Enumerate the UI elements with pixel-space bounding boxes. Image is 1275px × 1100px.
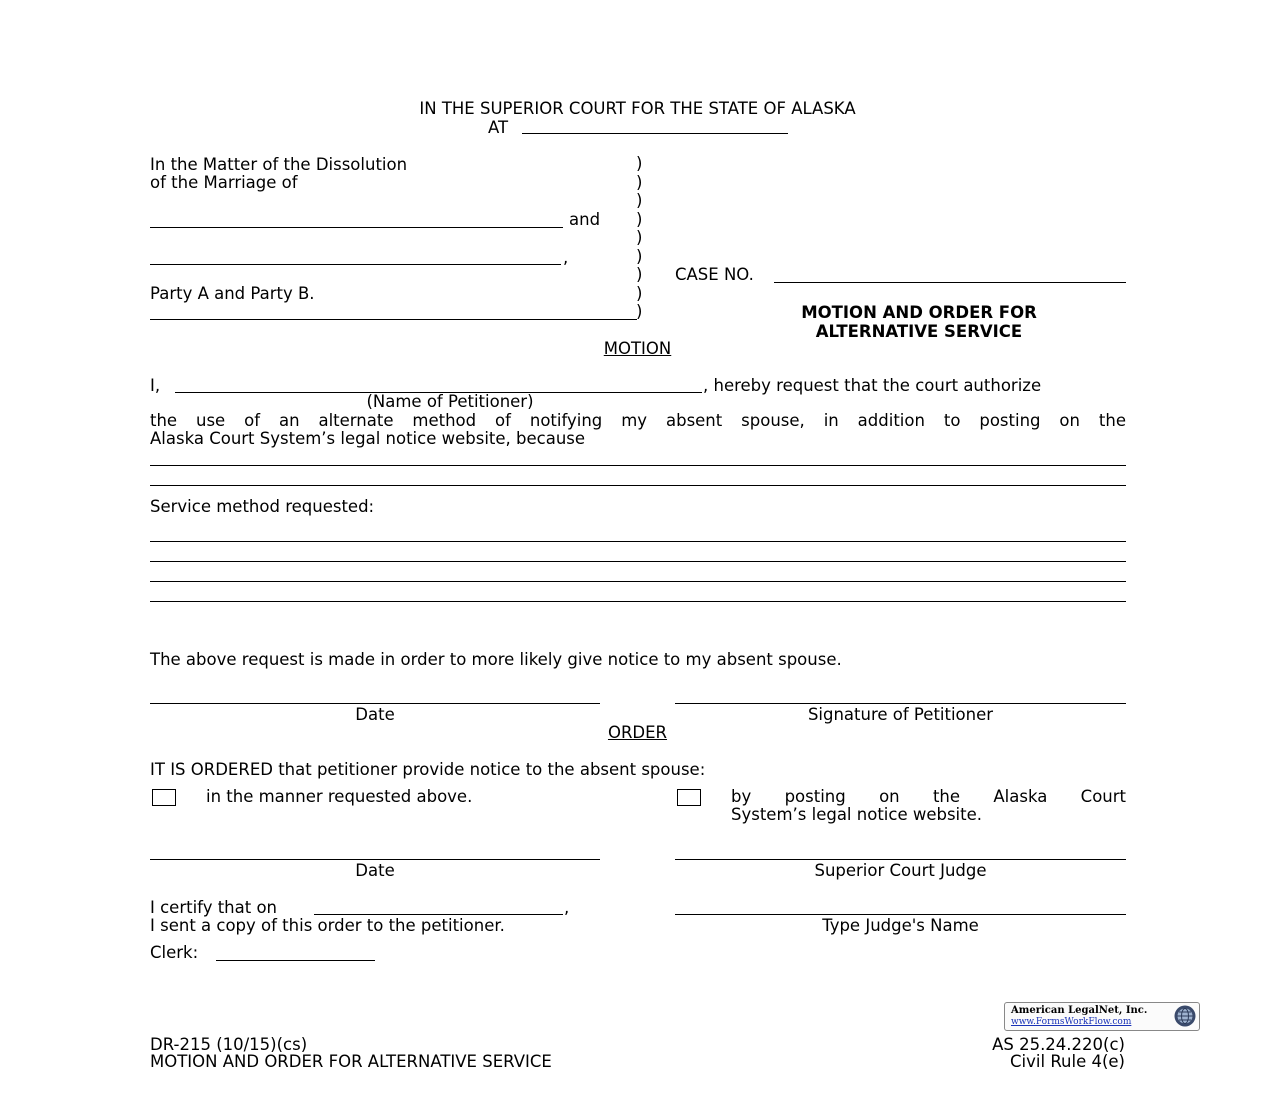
body-line1: the use of an alternate method of notifying my absent spouse, in addition to posting on the <box>150 411 1126 430</box>
doc-title-line2: ALTERNATIVE SERVICE <box>815 322 1023 341</box>
statute: AS 25.24.220(c) <box>992 1035 1125 1054</box>
at-label: AT <box>488 118 509 137</box>
order-date-label: Date <box>355 861 395 880</box>
judge-label: Superior Court Judge <box>814 861 987 880</box>
globe-icon <box>1173 1004 1197 1028</box>
petitioner-signature-blank[interactable] <box>675 703 1126 704</box>
sent-copy-text: I sent a copy of this order to the petitioner. <box>150 916 505 935</box>
logo-company: American LegalNet, Inc. <box>1011 1005 1148 1016</box>
caption-paren: ) <box>636 265 643 284</box>
certify-date-blank[interactable] <box>314 914 563 915</box>
judge-name-blank[interactable] <box>675 914 1126 915</box>
caption-paren: ) <box>636 172 643 192</box>
civil-rule: Civil Rule 4(e) <box>1010 1052 1125 1071</box>
motion-heading: MOTION <box>603 339 672 358</box>
request-text: , hereby request that the court authorize <box>703 376 1042 395</box>
service-method-line[interactable] <box>150 541 1126 542</box>
option2-label-line2: System’s legal notice website. <box>731 805 983 824</box>
certify-comma: , <box>564 898 570 917</box>
judge-signature-blank[interactable] <box>675 859 1126 860</box>
service-method-line[interactable] <box>150 561 1126 562</box>
caption-paren: ) <box>636 209 643 229</box>
case-no-label: CASE NO. <box>675 265 754 284</box>
judge-name-label: Type Judge's Name <box>822 916 979 935</box>
reason-line[interactable] <box>150 485 1126 486</box>
case-no-blank[interactable] <box>774 282 1126 283</box>
party-b-blank[interactable] <box>150 264 561 265</box>
logo-website[interactable]: www.FormsWorkFlow.com <box>1011 1017 1132 1027</box>
service-method-line[interactable] <box>150 581 1126 582</box>
caption-paren: ) <box>636 228 643 247</box>
matter-line1: In the Matter of the Dissolution <box>150 155 408 174</box>
signature-label: Signature of Petitioner <box>807 705 994 724</box>
and-label: and <box>569 210 601 229</box>
service-method-label: Service method requested: <box>150 497 375 516</box>
location-blank[interactable] <box>522 133 788 134</box>
caption-paren: ) <box>636 246 643 266</box>
purpose-text: The above request is made in order to more likely give notice to my absent spouse. <box>150 650 842 669</box>
reason-line[interactable] <box>150 465 1126 466</box>
option1-label: in the manner requested above. <box>206 787 473 806</box>
order-date-blank[interactable] <box>150 859 600 860</box>
caption-paren: ) <box>636 191 643 210</box>
option2-checkbox[interactable] <box>677 789 701 806</box>
motion-date-blank[interactable] <box>150 703 600 704</box>
matter-line2: of the Marriage of <box>150 173 298 192</box>
option2-label-line1: by posting on the Alaska Court <box>731 787 1126 806</box>
service-method-line[interactable] <box>150 601 1126 602</box>
company-logo <box>1004 1002 1200 1031</box>
caption-paren: ) <box>636 154 643 173</box>
i-label: I, <box>150 376 161 395</box>
caption-paren: ) <box>636 302 643 321</box>
court-title: IN THE SUPERIOR COURT FOR THE STATE OF ALASKA <box>419 99 856 118</box>
caption-paren: ) <box>636 283 643 303</box>
form-number: DR-215 (10/15)(cs) <box>150 1035 308 1054</box>
ordered-text: IT IS ORDERED that petitioner provide notice to the absent spouse: <box>150 760 706 779</box>
option1-checkbox[interactable] <box>152 789 176 806</box>
body-line2: Alaska Court System’s legal notice website, because <box>150 429 586 448</box>
motion-date-label: Date <box>355 705 395 724</box>
caption-bottom-rule <box>150 319 637 320</box>
party-a-blank[interactable] <box>150 227 563 228</box>
certify-text: I certify that on <box>150 898 278 917</box>
clerk-label: Clerk: <box>150 943 199 962</box>
comma: , <box>563 248 569 267</box>
name-caption: (Name of Petitioner) <box>366 392 534 411</box>
clerk-blank[interactable] <box>216 960 375 961</box>
form-title: MOTION AND ORDER FOR ALTERNATIVE SERVICE <box>150 1052 552 1071</box>
doc-title-line1: MOTION AND ORDER FOR <box>801 303 1037 322</box>
parties-label: Party A and Party B. <box>150 284 315 303</box>
order-heading: ORDER <box>607 723 668 742</box>
